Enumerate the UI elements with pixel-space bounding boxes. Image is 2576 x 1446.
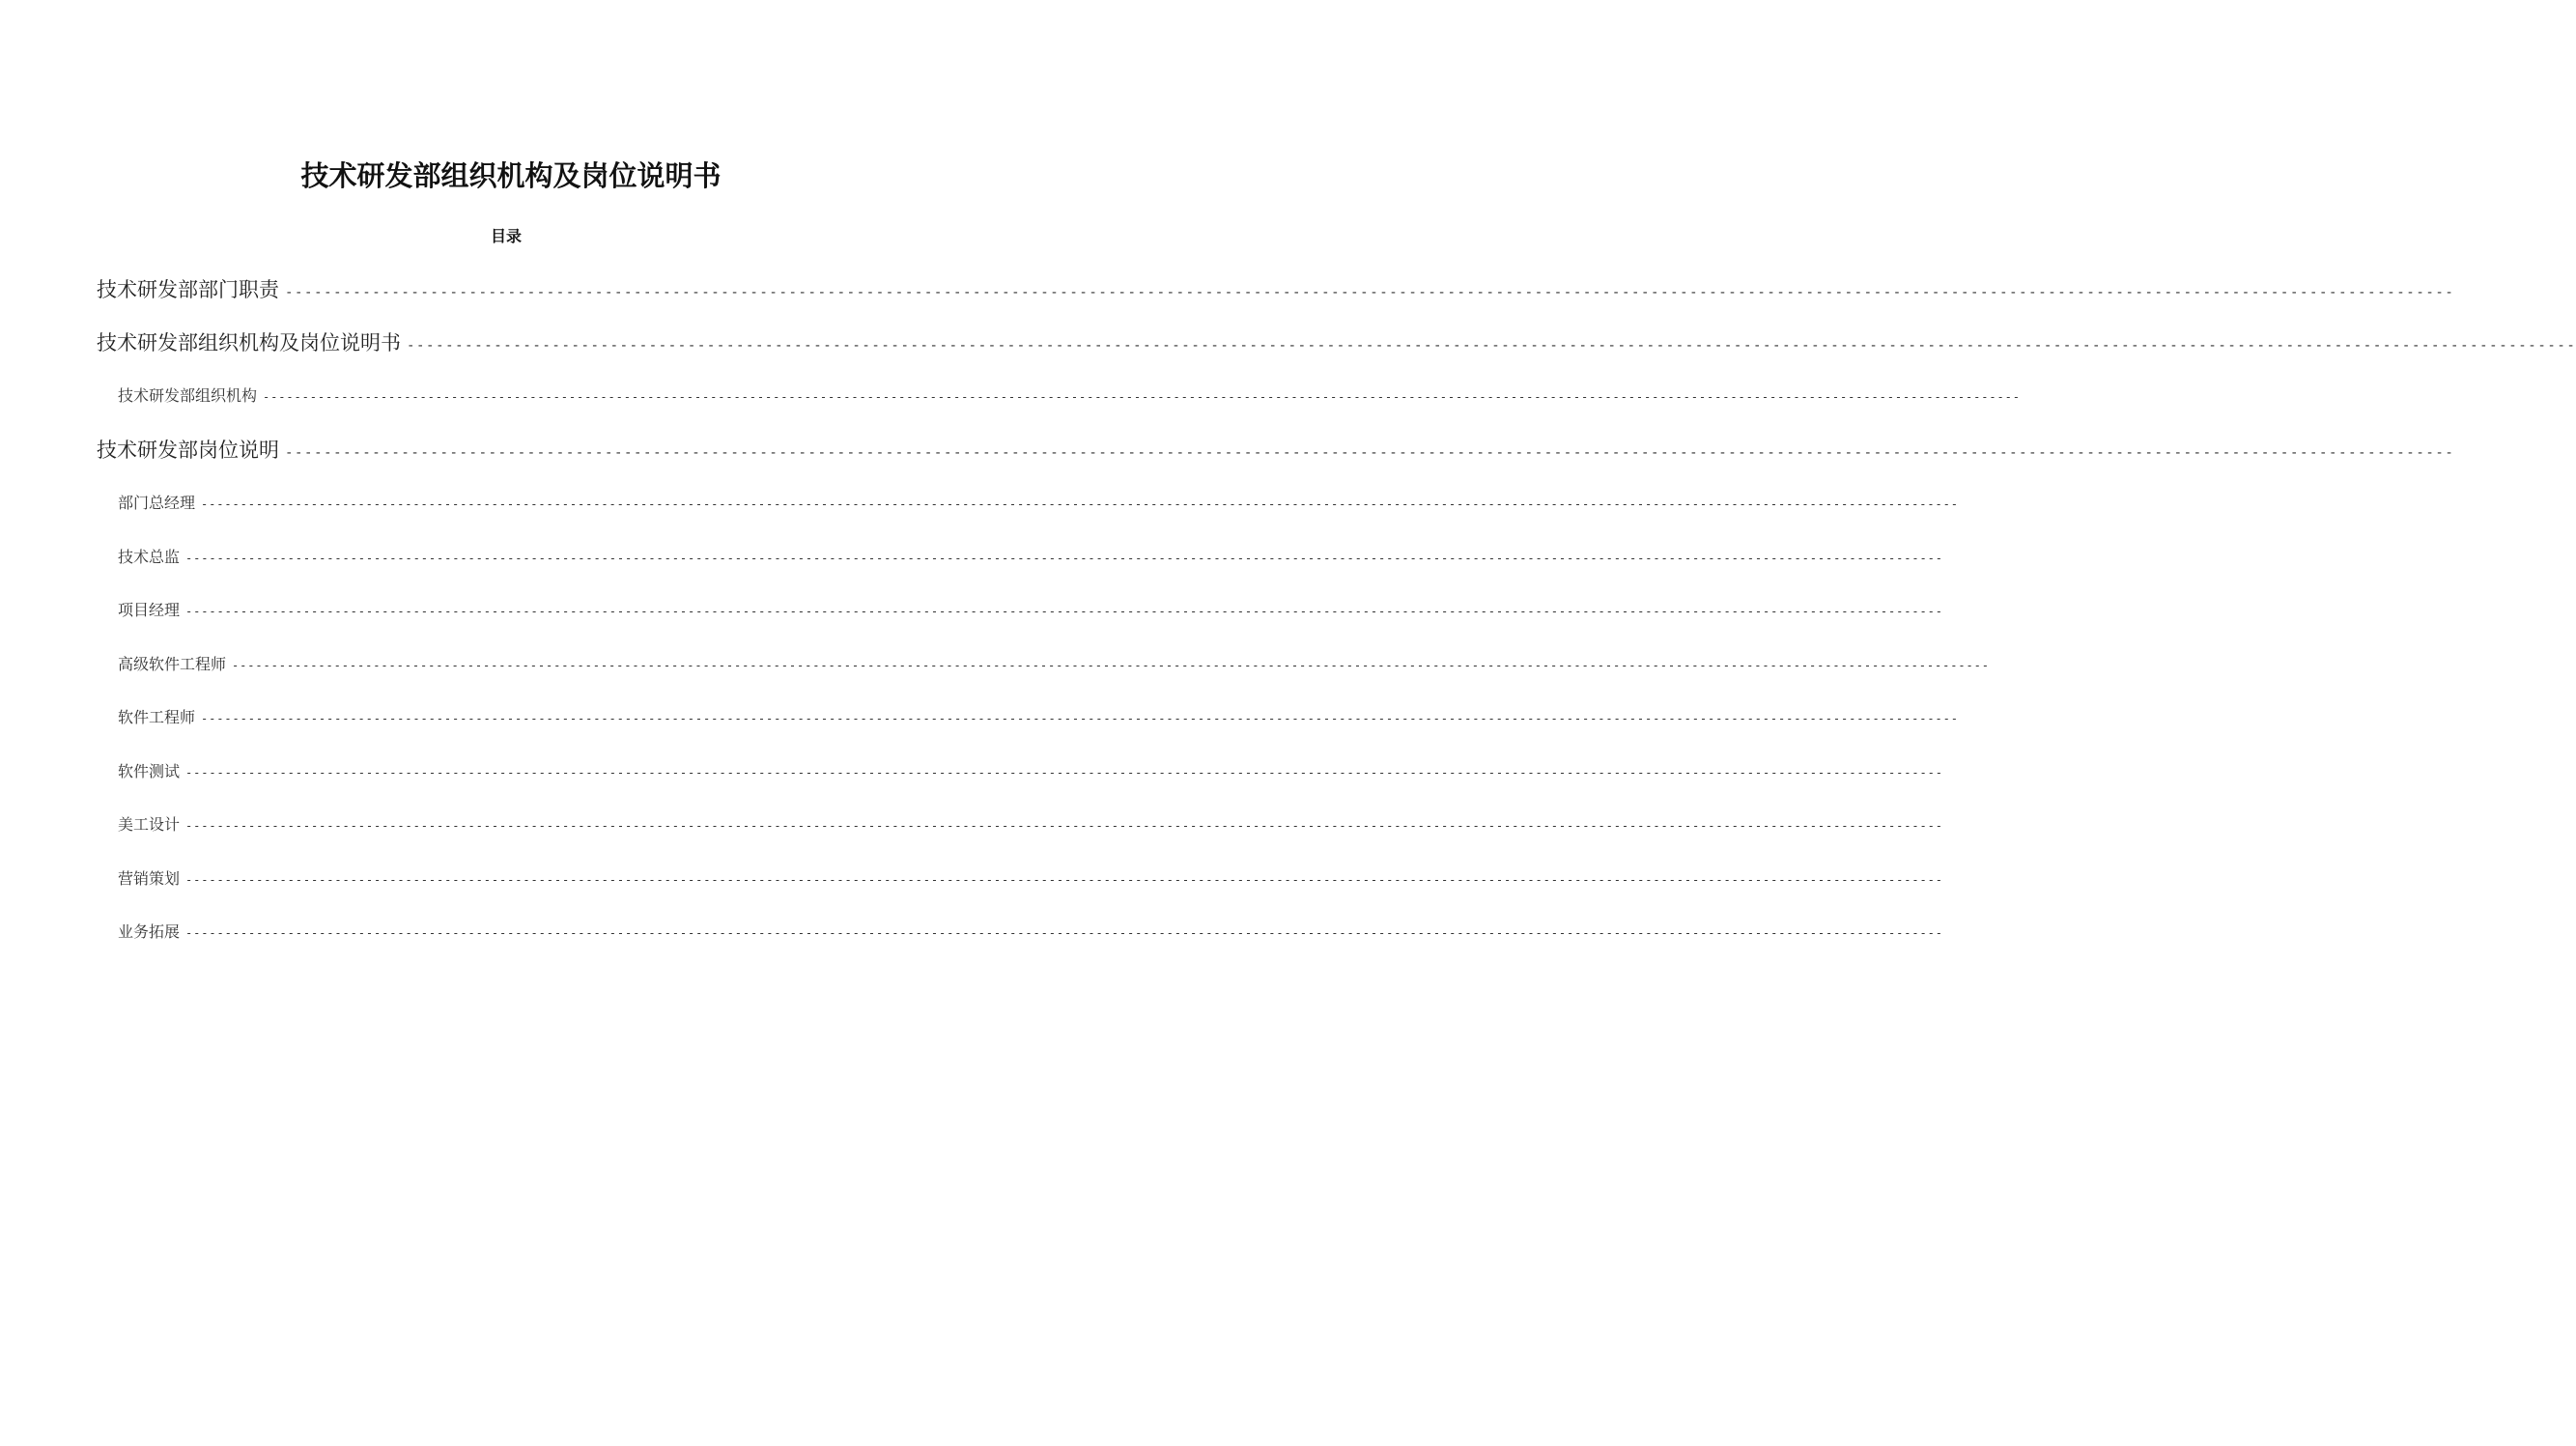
toc-entry-label: 技术研发部岗位说明	[97, 439, 279, 462]
toc-leader-dots: --------------------------------------------------------------------------------------------------------------------------------------------------------------------------------------------------------------------------------	[185, 766, 1943, 780]
toc-entry-label: 技术研发部组织机构及岗位说明书	[97, 331, 401, 354]
toc-entry-label: 部门总经理	[118, 494, 196, 512]
toc-entry-label: 软件工程师	[118, 708, 196, 726]
toc-leader-dots: --------------------------------------------------------------------------------------------------------------------------------------------------------------------------------------------------------------------------------	[285, 285, 2455, 300]
toc-entry-label: 技术研发部组织机构	[118, 386, 258, 405]
toc-leader-dots: --------------------------------------------------------------------------------------------------------------------------------------------------------------------------------------------------------------------------------	[185, 926, 1943, 940]
toc-entry-organization-structure[interactable]	[118, 383, 2021, 407]
toc-entry-marketing-planning[interactable]	[118, 866, 1943, 890]
toc-heading: 目录	[490, 227, 522, 245]
toc-leader-dots: --------------------------------------------------------------------------------------------------------------------------------------------------------------------------------------------------------------------------------	[285, 445, 2455, 461]
toc-entry-technical-director[interactable]	[118, 545, 1943, 568]
toc-entry-general-manager[interactable]	[118, 491, 1959, 514]
document-title: 技术研发部组织机构及岗位说明书	[300, 159, 722, 192]
toc-leader-dots: --------------------------------------------------------------------------------------------------------------------------------------------------------------------------------------------------------------------------------	[185, 819, 1943, 833]
toc-entry-software-testing[interactable]	[118, 759, 1943, 782]
toc-entry-software-engineer[interactable]	[118, 705, 1959, 728]
toc-leader-dots: --------------------------------------------------------------------------------------------------------------------------------------------------------------------------------------------------------------------------------	[263, 390, 2021, 404]
toc-entry-project-manager[interactable]	[118, 598, 1943, 621]
toc-leader-dots: --------------------------------------------------------------------------------------------------------------------------------------------------------------------------------------------------------------------------------	[201, 497, 1959, 511]
toc-entry-art-design[interactable]	[118, 812, 1943, 836]
toc-leader-dots: --------------------------------------------------------------------------------------------------------------------------------------------------------------------------------------------------------------------------------	[185, 552, 1943, 565]
toc-entry-job-descriptions[interactable]	[97, 435, 2455, 464]
toc-entry-label: 业务拓展	[118, 922, 181, 941]
toc-leader-dots: --------------------------------------------------------------------------------------------------------------------------------------------------------------------------------------------------------------------------------	[185, 605, 1943, 618]
toc-entry-business-development[interactable]	[118, 920, 1943, 943]
toc-entry-label: 软件测试	[118, 762, 181, 780]
toc-entry-label: 技术研发部部门职责	[97, 278, 279, 301]
toc-entry-label: 项目经理	[118, 601, 181, 619]
toc-leader-dots: --------------------------------------------------------------------------------------------------------------------------------------------------------------------------------------------------------------------------------	[201, 712, 1959, 725]
toc-entry-label: 技术总监	[118, 548, 181, 566]
toc-entry-label: 高级软件工程师	[118, 655, 227, 673]
toc-entry-organization-and-job-descriptions[interactable]	[97, 327, 2576, 356]
toc-leader-dots: --------------------------------------------------------------------------------------------------------------------------------------------------------------------------------------------------------------------------------	[232, 659, 1990, 672]
toc-entry-department-duties[interactable]	[97, 274, 2455, 303]
toc-leader-dots: --------------------------------------------------------------------------------------------------------------------------------------------------------------------------------------------------------------------------------	[185, 873, 1943, 887]
toc-entry-label: 营销策划	[118, 869, 181, 888]
toc-entry-label: 美工设计	[118, 815, 181, 834]
toc-leader-dots: --------------------------------------------------------------------------------------------------------------------------------------------------------------------------------------------------------------------------------	[407, 338, 2576, 354]
toc-entry-senior-software-engineer[interactable]	[118, 652, 1990, 675]
